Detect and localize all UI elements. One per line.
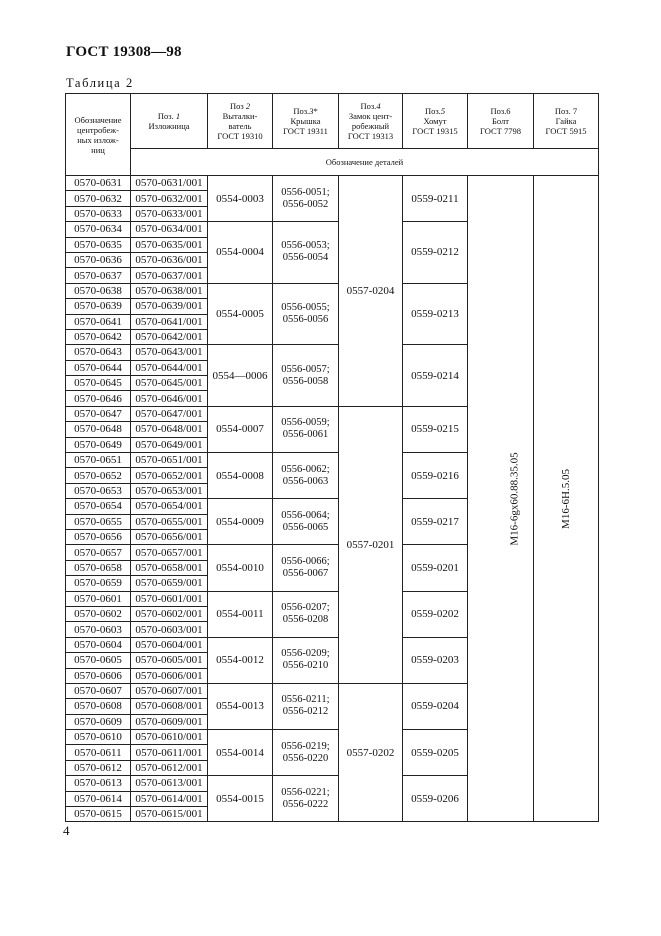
cell-pos1: 0570-0612/001 (131, 760, 208, 775)
cell-pos1: 0570-0638/001 (131, 283, 208, 298)
cell-code: 0570-0657 (66, 545, 131, 560)
cell-code: 0570-0642 (66, 329, 131, 344)
cell-pos1: 0570-0635/001 (131, 237, 208, 252)
cell-pos2: 0554-0010 (208, 545, 273, 591)
cell-pos1: 0570-0602/001 (131, 606, 208, 621)
cell-pos3: 0556-0053; 0556-0054 (273, 222, 339, 284)
cell-code: 0570-0654 (66, 499, 131, 514)
cell-pos3: 0556-0057; 0556-0058 (273, 345, 339, 407)
cell-pos1: 0570-0634/001 (131, 222, 208, 237)
cell-code: 0570-0608 (66, 699, 131, 714)
cell-pos1: 0570-0631/001 (131, 176, 208, 191)
cell-pos1: 0570-0653/001 (131, 483, 208, 498)
cell-pos5: 0559-0206 (403, 776, 468, 822)
cell-pos1: 0570-0633/001 (131, 206, 208, 221)
cell-pos5: 0559-0201 (403, 545, 468, 591)
cell-pos3: 0556-0066; 0556-0067 (273, 545, 339, 591)
cell-code: 0570-0609 (66, 714, 131, 729)
cell-pos1: 0570-0646/001 (131, 391, 208, 406)
cell-code: 0570-0637 (66, 268, 131, 283)
cell-pos7: M16-6H.5.05 (534, 176, 599, 822)
cell-code: 0570-0614 (66, 791, 131, 806)
cell-pos1: 0570-0648/001 (131, 422, 208, 437)
cell-pos1: 0570-0606/001 (131, 668, 208, 683)
cell-code: 0570-0652 (66, 468, 131, 483)
col-header-pos1: Поз. 1 Изложница (131, 94, 208, 149)
cell-code: 0570-0659 (66, 576, 131, 591)
cell-code: 0570-0639 (66, 299, 131, 314)
cell-pos3: 0556-0055; 0556-0056 (273, 283, 339, 345)
cell-pos1: 0570-0636/001 (131, 252, 208, 267)
cell-pos1: 0570-0641/001 (131, 314, 208, 329)
cell-code: 0570-0615 (66, 807, 131, 822)
cell-pos1: 0570-0607/001 (131, 683, 208, 698)
cell-pos2: 0554-0005 (208, 283, 273, 345)
cell-code: 0570-0646 (66, 391, 131, 406)
cell-pos4: 0557-0201 (339, 406, 403, 683)
cell-pos1: 0570-0614/001 (131, 791, 208, 806)
cell-code: 0570-0656 (66, 529, 131, 544)
header-row (66, 94, 599, 149)
cell-pos2: 0554-0013 (208, 683, 273, 729)
cell-pos1: 0570-0604/001 (131, 637, 208, 652)
table-row (66, 176, 599, 191)
cell-pos2: 0554-0008 (208, 453, 273, 499)
cell-pos5: 0559-0205 (403, 730, 468, 776)
col-header-designation: Обозначение центробеж- ных излож- ниц (66, 94, 131, 176)
cell-code: 0570-0634 (66, 222, 131, 237)
cell-code: 0570-0604 (66, 637, 131, 652)
cell-pos5: 0559-0211 (403, 176, 468, 222)
cell-code: 0570-0633 (66, 206, 131, 221)
cell-pos1: 0570-0649/001 (131, 437, 208, 452)
cell-pos2: 0554-0015 (208, 776, 273, 822)
col-header-pos5: Поз.5 Хомут ГОСТ 19315 (403, 94, 468, 149)
cell-code: 0570-0611 (66, 745, 131, 760)
cell-pos2: 0554-0009 (208, 499, 273, 545)
col-header-pos7: Поз. 7 Гайка ГОСТ 5915 (534, 94, 599, 149)
cell-pos5: 0559-0215 (403, 406, 468, 452)
cell-pos5: 0559-0202 (403, 591, 468, 637)
cell-pos1: 0570-0642/001 (131, 329, 208, 344)
col-header-pos4: Поз.4 Замок цент- робежный ГОСТ 19313 (339, 94, 403, 149)
col-header-pos2: Поз 2 Выталки- ватель ГОСТ 19310 (208, 94, 273, 149)
cell-pos2: 0554-0012 (208, 637, 273, 683)
cell-code: 0570-0601 (66, 591, 131, 606)
cell-pos2: 0554-0004 (208, 222, 273, 284)
cell-pos1: 0570-0652/001 (131, 468, 208, 483)
cell-pos5: 0559-0217 (403, 499, 468, 545)
cell-pos1: 0570-0605/001 (131, 653, 208, 668)
cell-code: 0570-0647 (66, 406, 131, 421)
cell-code: 0570-0648 (66, 422, 131, 437)
designation-label: Обозначение деталей (131, 149, 599, 176)
cell-pos2: 0554-0003 (208, 176, 273, 222)
cell-pos1: 0570-0637/001 (131, 268, 208, 283)
cell-code: 0570-0610 (66, 730, 131, 745)
cell-pos2: 0554-0011 (208, 591, 273, 637)
cell-code: 0570-0612 (66, 760, 131, 775)
cell-pos3: 0556-0051; 0556-0052 (273, 176, 339, 222)
cell-pos2: 0554—0006 (208, 345, 273, 407)
cell-pos1: 0570-0608/001 (131, 699, 208, 714)
cell-pos1: 0570-0655/001 (131, 514, 208, 529)
cell-pos4: 0557-0202 (339, 683, 403, 822)
cell-code: 0570-0649 (66, 437, 131, 452)
cell-pos3: 0556-0221; 0556-0222 (273, 776, 339, 822)
cell-code: 0570-0606 (66, 668, 131, 683)
cell-pos3: 0556-0059; 0556-0061 (273, 406, 339, 452)
cell-code: 0570-0658 (66, 560, 131, 575)
designation-row (66, 149, 599, 176)
cell-pos3: 0556-0211; 0556-0212 (273, 683, 339, 729)
cell-pos1: 0570-0615/001 (131, 807, 208, 822)
cell-pos5: 0559-0203 (403, 637, 468, 683)
cell-code: 0570-0607 (66, 683, 131, 698)
cell-code: 0570-0603 (66, 622, 131, 637)
cell-code: 0570-0631 (66, 176, 131, 191)
cell-pos3: 0556-0062; 0556-0063 (273, 453, 339, 499)
cell-pos3: 0556-0219; 0556-0220 (273, 730, 339, 776)
cell-pos1: 0570-0643/001 (131, 345, 208, 360)
cell-pos2: 0554-0007 (208, 406, 273, 452)
cell-pos1: 0570-0603/001 (131, 622, 208, 637)
document-header: ГОСТ 19308—98 (66, 44, 182, 60)
cell-code: 0570-0638 (66, 283, 131, 298)
cell-pos5: 0559-0216 (403, 453, 468, 499)
cell-pos1: 0570-0639/001 (131, 299, 208, 314)
cell-code: 0570-0613 (66, 776, 131, 791)
cell-pos1: 0570-0658/001 (131, 560, 208, 575)
cell-pos1: 0570-0647/001 (131, 406, 208, 421)
cell-code: 0570-0653 (66, 483, 131, 498)
cell-pos3: 0556-0207; 0556-0208 (273, 591, 339, 637)
cell-pos1: 0570-0610/001 (131, 730, 208, 745)
cell-pos1: 0570-0645/001 (131, 376, 208, 391)
cell-code: 0570-0643 (66, 345, 131, 360)
cell-pos1: 0570-0632/001 (131, 191, 208, 206)
cell-code: 0570-0644 (66, 360, 131, 375)
cell-pos4: 0557-0204 (339, 176, 403, 407)
col-header-pos6: Поз.6 Болт ГОСТ 7798 (468, 94, 534, 149)
cell-code: 0570-0641 (66, 314, 131, 329)
cell-code: 0570-0605 (66, 653, 131, 668)
cell-pos1: 0570-0644/001 (131, 360, 208, 375)
cell-pos1: 0570-0611/001 (131, 745, 208, 760)
cell-code: 0570-0645 (66, 376, 131, 391)
cell-pos1: 0570-0654/001 (131, 499, 208, 514)
table-body (66, 176, 599, 822)
cell-code: 0570-0636 (66, 252, 131, 267)
cell-code: 0570-0602 (66, 606, 131, 621)
cell-pos1: 0570-0659/001 (131, 576, 208, 591)
cell-pos1: 0570-0657/001 (131, 545, 208, 560)
cell-pos1: 0570-0609/001 (131, 714, 208, 729)
table-caption: Таблица 2 (66, 76, 134, 90)
cell-pos1: 0570-0656/001 (131, 529, 208, 544)
cell-pos2: 0554-0014 (208, 730, 273, 776)
cell-code: 0570-0635 (66, 237, 131, 252)
cell-code: 0570-0655 (66, 514, 131, 529)
cell-code: 0570-0651 (66, 453, 131, 468)
cell-code: 0570-0632 (66, 191, 131, 206)
cell-pos5: 0559-0213 (403, 283, 468, 345)
cell-pos3: 0556-0209; 0556-0210 (273, 637, 339, 683)
parts-table (65, 93, 599, 822)
page-number: 4 (63, 823, 70, 838)
cell-pos5: 0559-0214 (403, 345, 468, 407)
cell-pos1: 0570-0613/001 (131, 776, 208, 791)
cell-pos5: 0559-0212 (403, 222, 468, 284)
cell-pos6: M16-6gх60.88.35.05 (468, 176, 534, 822)
cell-pos1: 0570-0601/001 (131, 591, 208, 606)
col-header-pos3: Поз.3* Крышка ГОСТ 19311 (273, 94, 339, 149)
cell-pos1: 0570-0651/001 (131, 453, 208, 468)
cell-pos5: 0559-0204 (403, 683, 468, 729)
cell-pos3: 0556-0064; 0556-0065 (273, 499, 339, 545)
